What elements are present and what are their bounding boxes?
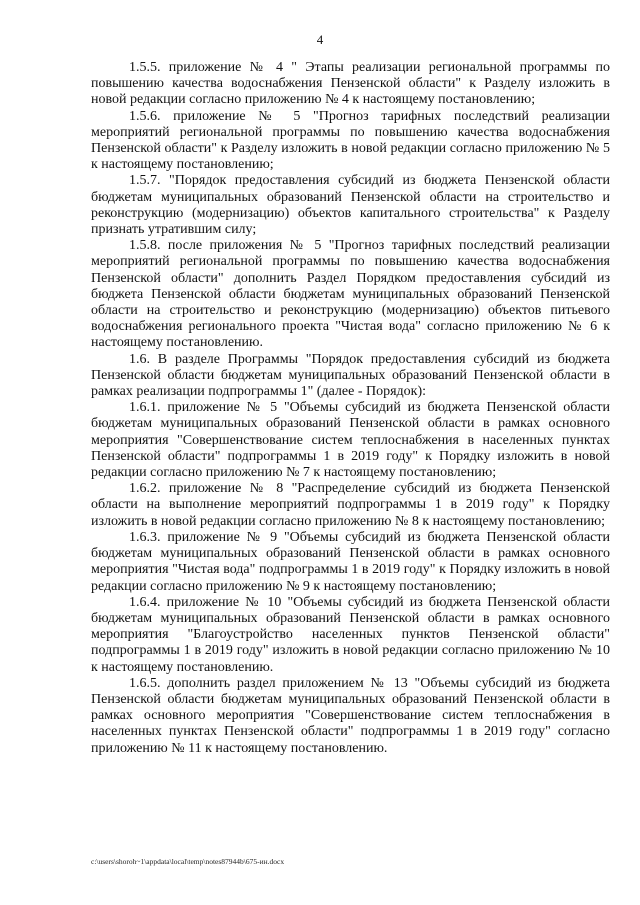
footer-file-path: c:\users\shoroh~1\appdata\local\temp\notes87944b\675-ин.docx bbox=[91, 857, 285, 866]
paragraph-1-5-6: 1.5.6. приложение № 5 "Прогноз тарифных последствий реализации мероприятий региональной программы по повышению качества водоснабжения Пензенской области" к Разделу изложить в новой редакции согласно приложению № 5 к настоящему постановлению; bbox=[91, 108, 610, 173]
paragraph-1-5-8: 1.5.8. после приложения № 5 "Прогноз тарифных последствий реализации мероприятий региональной программы по повышению качества водоснабжения Пензенской области" дополнить Раздел Порядком предоставления субсидий из бюджета Пензенской области бюджетам муниципальных образований Пензенской области на строительство и реконструкцию (модернизацию) объектов питьевого водоснабжения регионального проекта "Чистая вода" согласно приложению № 6 к настоящему постановлению. bbox=[91, 238, 610, 351]
paragraph-1-6: 1.6. В разделе Программы "Порядок предоставления субсидий из бюджета Пензенской области бюджетам муниципальных образований Пензенской области в рамках реализации подпрограммы 1" (далее - Порядок): bbox=[91, 351, 610, 400]
paragraph-1-5-5: 1.5.5. приложение № 4 " Этапы реализации региональной программы по повышению качества водоснабжения Пензенской области" к Разделу изложить в новой редакции согласно приложению № 4 к настоящему постановлению; bbox=[91, 60, 610, 108]
paragraph-1-6-3: 1.6.3. приложение № 9 "Объемы субсидий из бюджета Пензенской области бюджетам муниципальных образований Пензенской области в рамках основного мероприятия "Чистая вода" подпрограммы 1 в 2019 году" к Порядку изложить в новой редакции согласно приложению № 9 к настоящему постановлению; bbox=[91, 529, 610, 594]
paragraph-1-6-1: 1.6.1. приложение № 5 "Объемы субсидий из бюджета Пензенской области бюджетам муниципальных образований Пензенской области в рамках основного мероприятия "Совершенствование систем теплоснабжения в населенных пунктах Пензенской области" подпрограммы 1 в 2019 году" к Порядку изложить в новой редакции согласно приложению № 7 к настоящему постановлению; bbox=[91, 400, 610, 481]
document-body bbox=[91, 60, 610, 757]
paragraph-1-6-4: 1.6.4. приложение № 10 "Объемы субсидий из бюджета Пензенской области бюджетам муниципальных образований Пензенской области в рамках основного мероприятия "Благоустройство населенных пунктов Пензенской области" подпрограммы 1 в 2019 году" изложить в новой редакции согласно приложению № 10 к настоящему постановлению. bbox=[91, 594, 610, 675]
paragraph-1-6-5: 1.6.5. дополнить раздел приложением № 13 "Объемы субсидий из бюджета Пензенской области бюджетам муниципальных образований Пензенской области в рамках основного мероприятия "Совершенствование систем теплоснабжения в населенных пунктах Пензенской области" подпрограммы 1 в 2019 году" согласно приложению № 11 к настоящему постановлению. bbox=[91, 675, 610, 756]
page-number: 4 bbox=[316, 32, 324, 47]
paragraph-1-6-2: 1.6.2. приложение № 8 "Распределение субсидий из бюджета Пензенской области на выполнение мероприятий подпрограммы 1 в 2019 году" к Порядку изложить в новой редакции согласно приложению № 8 к настоящему постановлению; bbox=[91, 481, 610, 529]
paragraph-1-5-7: 1.5.7. "Порядок предоставления субсидий из бюджета Пензенской области бюджетам муниципальных образований Пензенской области на строительство и реконструкцию (модернизацию) объектов капитального строительства" к Разделу признать утратившим силу; bbox=[91, 173, 610, 238]
